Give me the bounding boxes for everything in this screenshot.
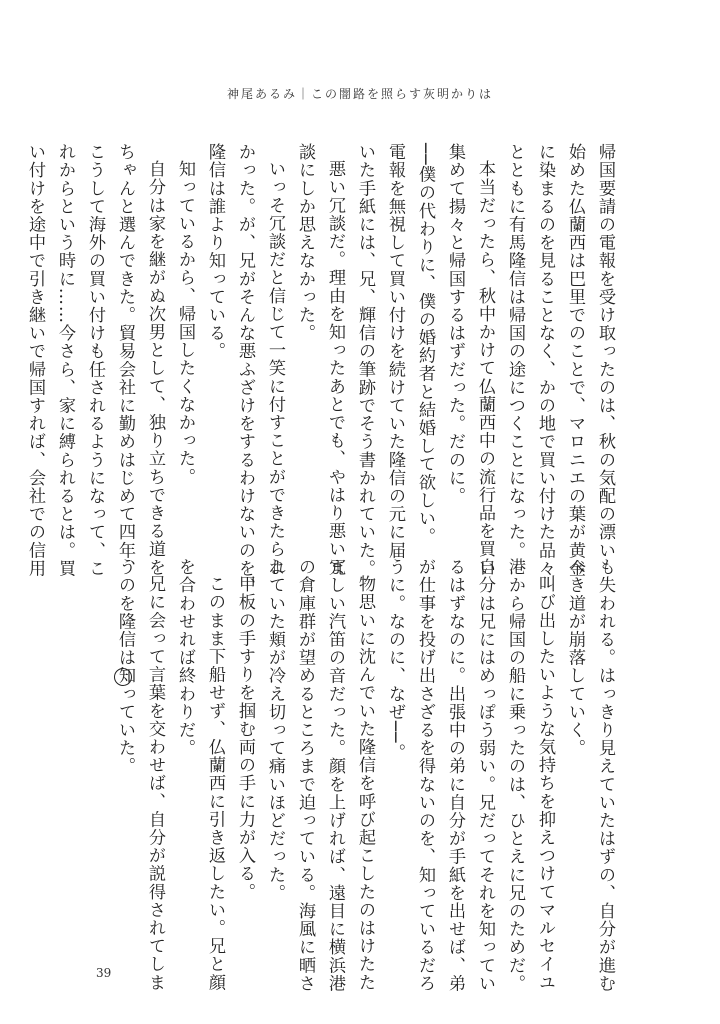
text-line: が仕事を投げ出さざるを得ないのを、知っているだろ — [415, 558, 435, 993]
text-line: れからという時に……今さら、家に縛られるとは。買 — [55, 143, 75, 578]
text-line: ──僕の代わりに、僕の婚約者と結婚して欲しい。 — [415, 143, 435, 546]
text-line: に染まるのを見ることなく、かの地で買い付けた品々 — [535, 143, 555, 578]
text-line: 談にしか思えなかった。 — [295, 143, 315, 343]
text-line: 集めて揚々と帰国するはずだった。だのに。 — [445, 143, 465, 505]
text-line: 物思いに沈んでいた隆信を呼び起こしたのはけたた — [355, 575, 375, 992]
page-number: 39 — [96, 966, 112, 980]
text-line: 港から帰国の船に乗ったのは、ひとえに兄のためだ。 — [505, 558, 525, 993]
text-line: 甲板の手すりを掴む両の手に力が入る。 — [235, 575, 255, 901]
text-line: 電報を無視して買い付けを続けていた隆信の元に届 — [385, 143, 405, 560]
text-line: ましい汽笛の音だった。顔を上げれば、遠目に横浜港 — [325, 558, 345, 993]
body-text-lower — [115, 558, 620, 993]
text-line: かった。が、兄がそんな悪ふざけをするわけないのを、 — [235, 143, 255, 596]
body-text-upper — [25, 143, 620, 596]
text-line: い付けを途中で引き継いで帰国すれば、会社での信用 — [25, 143, 45, 578]
text-line: 知っているから、帰国したくなかった。 — [175, 160, 195, 486]
text-line: 本当だったら、秋中かけて仏蘭西中の流行品を買い — [475, 160, 495, 577]
text-line: いっそ冗談だと信じて一笑に付すことができたらよ — [265, 160, 285, 577]
text-line: べき道が崩落していく。 — [565, 558, 585, 758]
text-line: 悪い冗談だ。理由を知ったあとでも、やはり悪い冗 — [325, 160, 345, 577]
text-line: 自分は兄にはめっぽう弱い。兄だってそれを知ってい — [475, 558, 495, 993]
text-line: を合わせれば終わりだ。 — [175, 558, 195, 758]
text-line: いた手紙には、兄、輝信の筆跡でそう書かれていた。 — [355, 143, 375, 578]
text-line: 叫び出したいような気持ちを抑えつけてマルセイユ — [535, 575, 555, 992]
text-line: うのを隆信は知っていた。 — [115, 558, 135, 776]
text-line: の倉庫群が望めるところまで迫っている。海風に晒さ — [295, 558, 315, 993]
text-line: れていた頬が冷え切って痛いほどだった。 — [265, 558, 285, 902]
running-head: 神尾あるみ｜この闇路を照らす灰明かりは — [226, 87, 493, 101]
text-line: とともに有馬隆信は帰国の途につくことになった。 — [505, 143, 525, 560]
text-line: 始めた仏蘭西は巴里でのことで、マロニエの葉が黄金 — [565, 143, 585, 578]
text-line: 兄に会って言葉を交わせば、自分が説得されてしま — [145, 575, 165, 992]
text-line: 隆信は誰より知っている。 — [205, 143, 225, 361]
text-line: 帰国要請の電報を受け取ったのは、秋の気配の漂い — [595, 143, 615, 560]
text-line: るはずなのに。出張中の弟に自分が手紙を出せば、弟 — [445, 558, 465, 993]
text-line: も失われる。はっきり見えていたはずの、自分が進む — [595, 558, 615, 993]
circle-icon — [114, 668, 132, 686]
text-line: ちゃんと選んできた。貿易会社に勤めはじめて四年、 — [115, 143, 135, 578]
text-line: こうして海外の買い付けも任されるようになって、こ — [85, 143, 105, 578]
text-line: うに。なのに、なぜ──。 — [385, 558, 405, 762]
text-line: 自分は家を継がぬ次男として、独り立ちできる道を — [145, 160, 165, 577]
text-line: このまま下船せず、仏蘭西に引き返したい。兄と顔 — [205, 575, 225, 992]
